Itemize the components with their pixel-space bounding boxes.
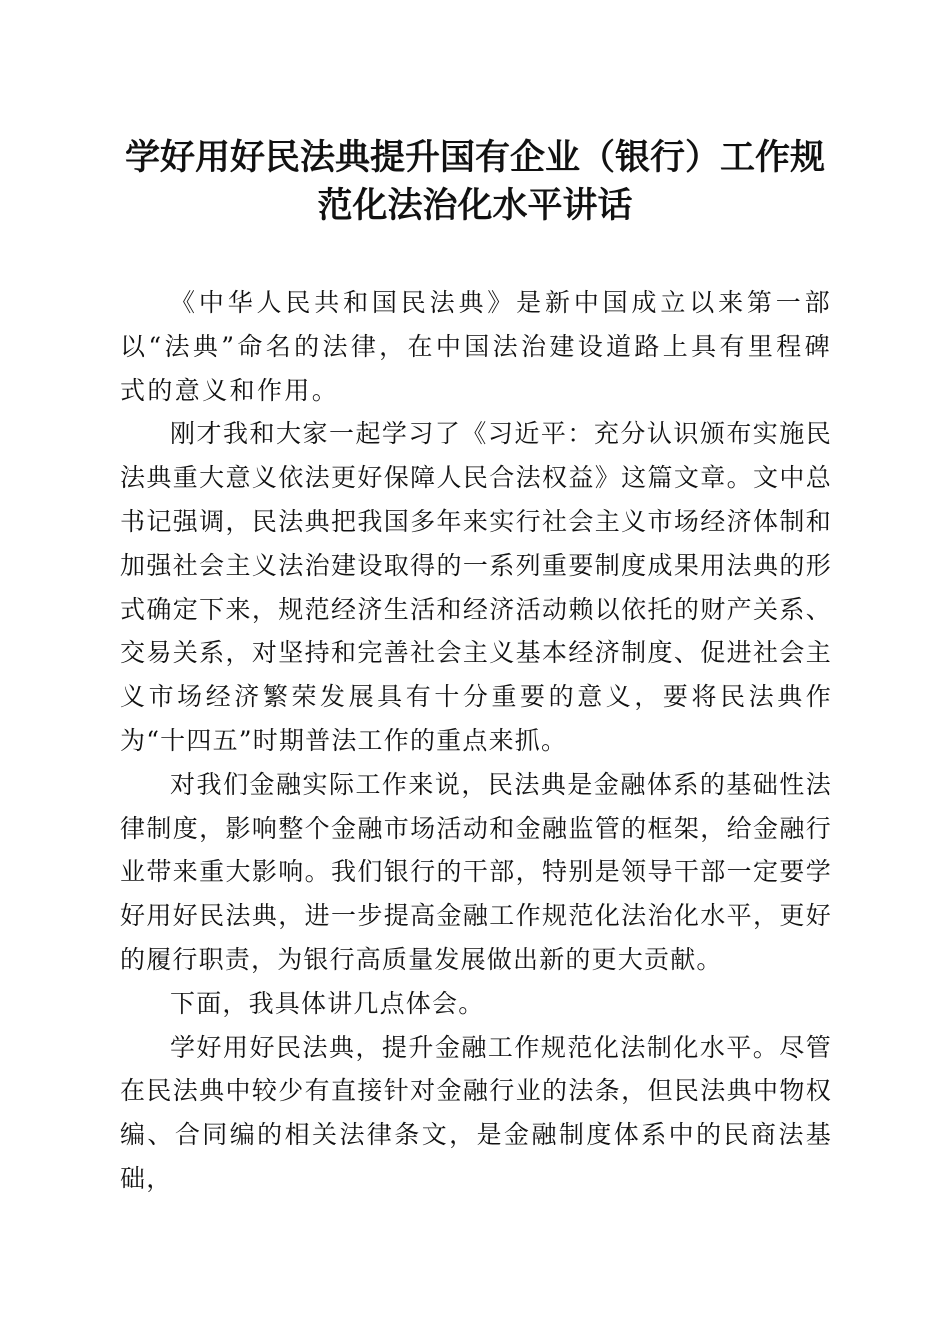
title-line-1: 学好用好民法典提升国有企业（银行）工作规 <box>124 137 825 178</box>
paragraph-4: 下面，我具体讲几点体会。 <box>170 988 485 1018</box>
paragraph-5: 学好用好民法典，提升金融工作规范化法制化水平。尽管在民法典中较少有直接针对金融行业的法条，但民法典中物权编、合同编的相关法律条文，是金融制度体系中的民商法基础， <box>120 1032 832 1193</box>
paragraph-1: 《中华人民共和国民法典》是新中国成立以来第一部以“法典”命名的法律，在中国法治建设道路上具有里程碑式的意义和作用。 <box>120 288 832 405</box>
document-body <box>120 281 832 1201</box>
paragraph-3: 对我们金融实际工作来说，民法典是金融体系的基础性法律制度，影响整个金融市场活动和金融监管的框架，给金融行业带来重大影响。我们银行的干部，特别是领导干部一定要学好用好民法典，进一步提高金融工作规范化法治化水平，更好的履行职责，为银行高质量发展做出新的更大贡献。 <box>120 769 832 974</box>
title-line-2: 范化法治化水平讲话 <box>317 185 633 226</box>
document-title <box>100 134 850 230</box>
paragraph-2: 刚才我和大家一起学习了《习近平：充分认识颁布实施民法典重大意义依法更好保障人民合法权益》这篇文章。文中总书记强调，民法典把我国多年来实行社会主义市场经济体制和加强社会主义法治建设取得的一系列重要制度成果用法典的形式确定下来，规范经济生活和经济活动赖以依托的财产关系、交易关系，对坚持和完善社会主义基本经济制度、促进社会主义市场经济繁荣发展具有十分重要的意义，要将民法典作为“十四五”时期普法工作的重点来抓。 <box>120 419 832 755</box>
